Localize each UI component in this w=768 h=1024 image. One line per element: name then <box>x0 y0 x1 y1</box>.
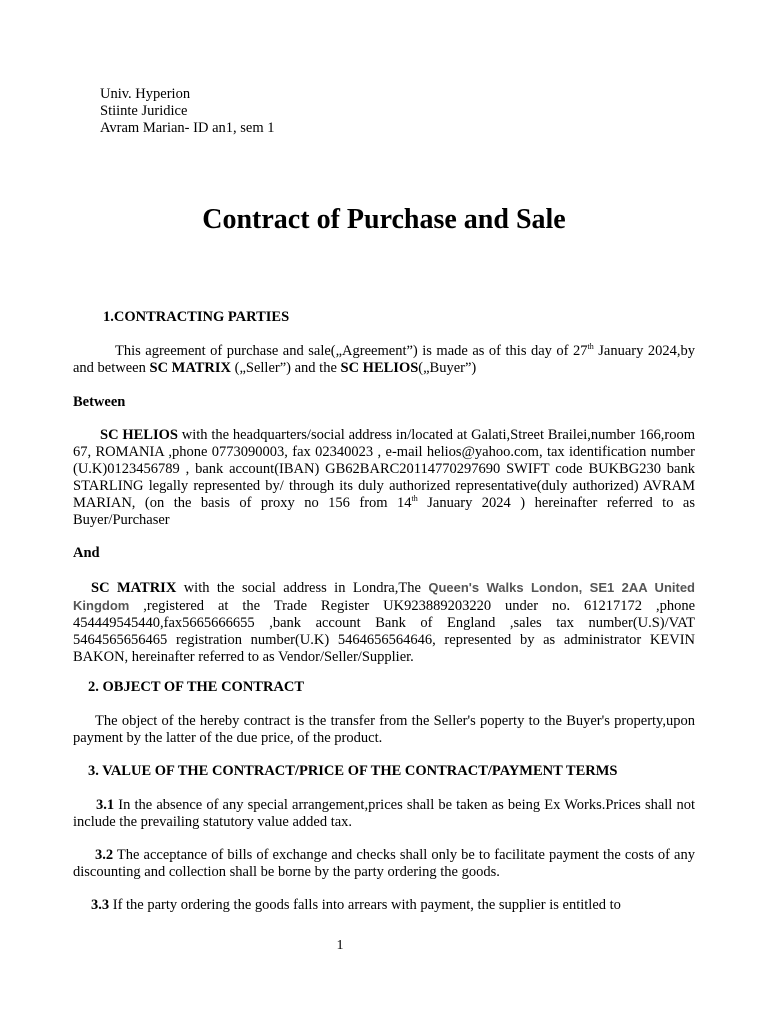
buyer-paragraph: SC HELIOS with the headquarters/social address in/located at Galati,Street Brailei,number 166,room 67, ROMANIA ,phone 0773090003, fax 02340023 , e-mail helios@yahoo.com, tax identification number (U.K)0123456789 , bank account(IBAN) GB62BARC20114770297690 SWIFT code BUKBG230 bank STARLING legally represented by/ through its duly authorized representative(duly authorized) AVRAM MARIAN, (on the basis of proxy no 156 from 14th January 2024 ) hereinafter referred to as Buyer/Purchaser <box>73 427 695 528</box>
clause-3-2: 3.2 The acceptance of bills of exchange and checks shall only be to facilitate payment the costs of any discounting and collection shall be borne by the party ordering the goods. <box>73 847 695 880</box>
university-line: Univ. Hyperion <box>100 86 191 102</box>
seller-paragraph: SC MATRIX with the social address in Londra,The Queen's Walks London, SE1 2AA United Kingdom ,registered at the Trade Register UK923889203220 under no. 61217172 ,phone 454449545440,fax5665666655 ,bank account Bank of England ,sales tax number(U.S)/VAT 5464565656465 registration number(U.K) 5464656564646, represented by as administrator KEVIN BAKON, hereinafter referred to as Vendor/Seller/Supplier. <box>73 580 695 665</box>
intro-paragraph: This agreement of purchase and sale(„Agreement”) is made as of this day of 27th January 2024,by and between SC MATRIX („Seller”) and the SC HELIOS(„Buyer”) <box>73 342 695 376</box>
clause-3-3: 3.3 If the party ordering the goods falls into arrears with payment, the supplier is entitled to <box>91 897 621 913</box>
faculty-line: Stiinte Juridice <box>100 103 188 119</box>
section-3-heading: 3. VALUE OF THE CONTRACT/PRICE OF THE CONTRACT/PAYMENT TERMS <box>88 763 618 779</box>
author-header <box>100 86 274 137</box>
page-number: 1 <box>336 938 344 953</box>
section-2-heading: 2. OBJECT OF THE CONTRACT <box>88 679 305 695</box>
section-1-heading: 1.CONTRACTING PARTIES <box>103 309 290 325</box>
seller-name: SC MATRIX <box>149 360 231 376</box>
buyer-name: SC HELIOS <box>340 360 419 376</box>
and-label: And <box>73 545 100 561</box>
between-label: Between <box>73 394 126 410</box>
seller-address: Queen's Walks London, SE1 2AA United Kingdom <box>73 580 695 613</box>
document-title: Contract of Purchase and Sale <box>202 204 566 235</box>
buyer-company: SC HELIOS <box>100 427 178 443</box>
clause-3-1: 3.1 In the absence of any special arrangement,prices shall be taken as being Ex Works.Prices shall not include the prevailing statutory value added tax. <box>73 797 695 830</box>
seller-company: SC MATRIX <box>91 580 177 596</box>
student-line: Avram Marian- ID an1, sem 1 <box>100 120 275 136</box>
object-paragraph: The object of the hereby contract is the transfer from the Seller's poperty to the Buyer's property,upon payment by the latter of the due price, of the product. <box>73 713 695 746</box>
